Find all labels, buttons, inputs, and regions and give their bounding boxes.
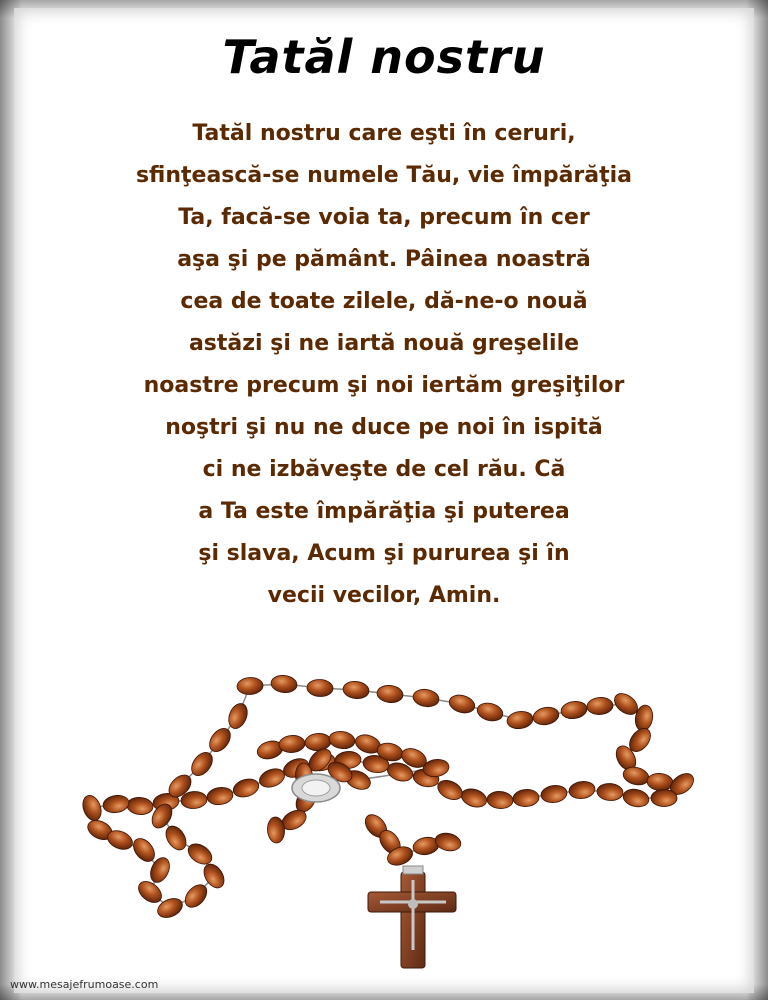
rosary-bead (270, 674, 298, 694)
crucifix-icon (368, 866, 456, 968)
rosary-bead (475, 700, 505, 723)
prayer-line: a Ta este împărăţia şi puterea (198, 499, 570, 524)
rosary-bead (205, 725, 234, 756)
rosary-bead (621, 787, 650, 809)
page-title: Tatăl nostru (222, 30, 546, 84)
rosary-bead (540, 784, 568, 805)
prayer-line: cea de toate zilele, dă-ne-o nouă (180, 289, 588, 314)
rosary-bead (586, 697, 613, 716)
rosary-bead (237, 677, 264, 695)
rosary-bead (278, 735, 305, 754)
rosary-bead (596, 783, 623, 802)
rosary-bead (486, 791, 513, 810)
prayer-line: şi slava, Acum şi pururea şi în (198, 541, 570, 566)
rosary-bead (512, 789, 539, 808)
medal-icon (292, 774, 340, 802)
rosary-beads (80, 674, 698, 921)
rosary-bead (307, 679, 334, 697)
rosary-bead (162, 822, 190, 853)
rosary-bead (433, 831, 462, 853)
prayer-line: ci ne izbăveşte de cel rău. Că (202, 457, 566, 482)
rosary-bead (231, 776, 261, 800)
prayer-line: vecii vecilor, Amin. (267, 583, 501, 608)
rosary-bead (342, 680, 370, 700)
rosary-bead (80, 793, 105, 823)
rosary-bead (560, 700, 588, 721)
rosary-bead (651, 790, 677, 807)
prayer-text (0, 113, 768, 617)
prayer-line: aşa şi pe pământ. Pâinea noastră (177, 247, 591, 272)
rosary-bead (376, 684, 404, 704)
rosary-bead (257, 765, 287, 790)
prayer-line: Tatăl nostru care eşti în ceruri, (192, 121, 576, 146)
rosary-bead (506, 710, 534, 731)
rosary-bead (532, 705, 561, 727)
rosary-bead (304, 732, 331, 751)
prayer-line: astăzi şi ne iartă nouă greşelile (188, 331, 580, 356)
rosary-bead (328, 730, 356, 751)
rosary-bead (568, 780, 596, 801)
rosary-bead (447, 692, 477, 715)
rosary-bead (206, 786, 234, 807)
prayer-line: Ta, facă-se voia ta, precum în cer (178, 205, 590, 230)
prayer-line: noştri şi nu ne duce pe noi în ispită (165, 415, 603, 440)
rosary-bead (646, 772, 673, 791)
prayer-line: noastre precum şi noi iertăm greşiţilor (143, 373, 625, 398)
rosary-bead (126, 796, 153, 815)
rosary-bead (102, 793, 130, 814)
rosary-bead (435, 777, 466, 804)
rosary-bead (412, 687, 440, 708)
rosary-bead (129, 835, 159, 866)
website-url: www.mesajefrumoase.com (10, 978, 159, 991)
prayer-line: sfinţească-se numele Tău, vie împărăţia (135, 163, 633, 188)
rosary-image (70, 660, 710, 980)
rosary-bead (459, 786, 489, 810)
